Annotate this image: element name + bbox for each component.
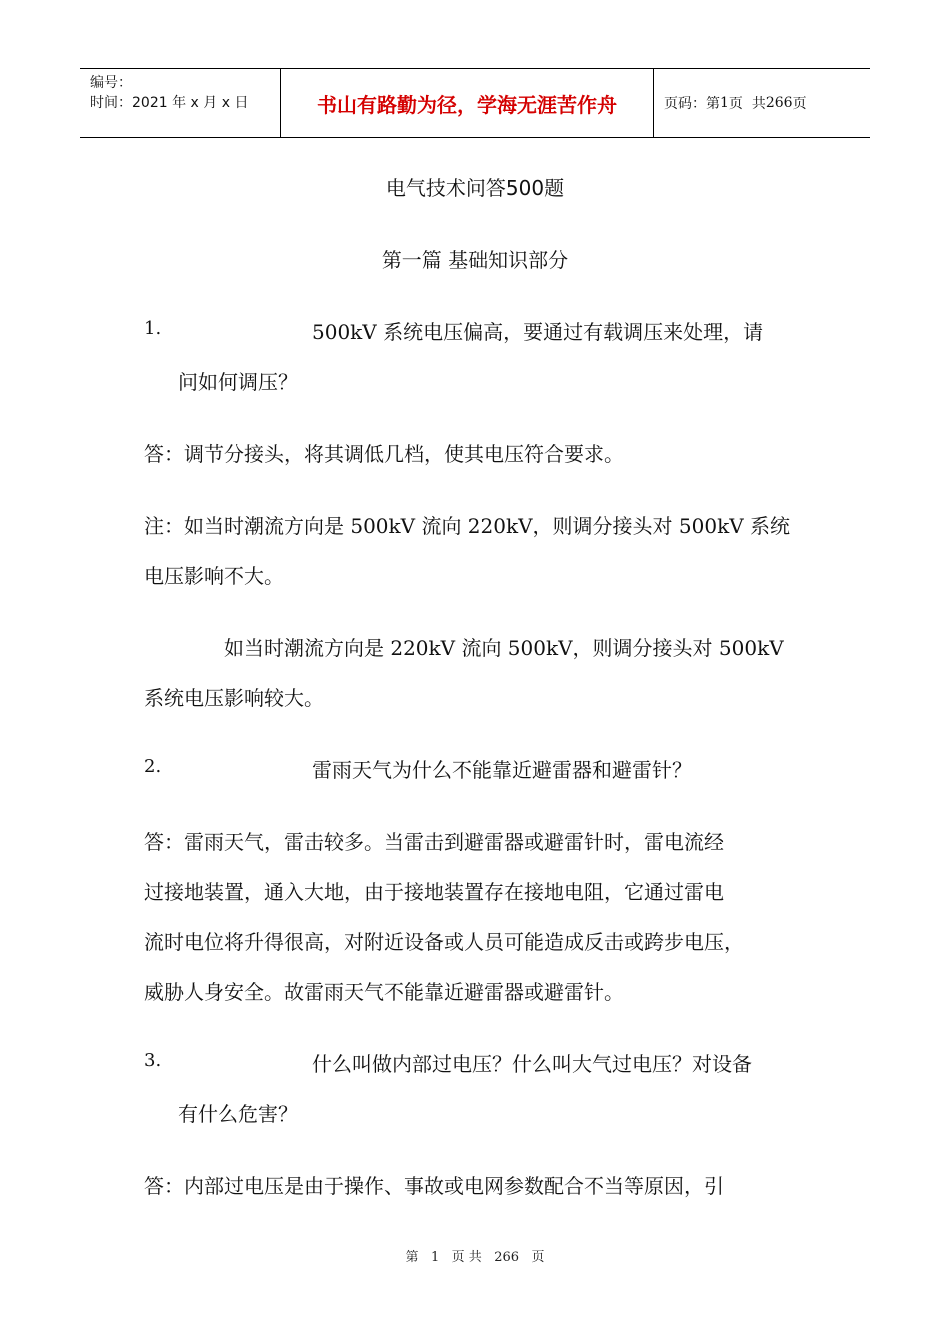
footer-prefix: 第 bbox=[405, 1250, 419, 1265]
answer-text: 过接地装置，通入大地，由于接地装置存在接地电阻，它通过雷电 bbox=[144, 880, 724, 904]
document-title: 电气技术问答500题 bbox=[385, 176, 565, 200]
page-prefix: 页码：第 bbox=[664, 96, 720, 112]
question-text: 有什么危害？ bbox=[178, 1102, 298, 1126]
header-motto: 书山有路勤为径，学海无涯苦作舟 bbox=[281, 69, 654, 137]
footer-mid: 页 共 bbox=[451, 1250, 482, 1265]
footer-current: 1 bbox=[430, 1250, 440, 1265]
answer-text: 威胁人身安全。故雷雨天气不能靠近避雷器或避雷针。 bbox=[144, 980, 624, 1004]
page-header bbox=[80, 68, 870, 138]
time-label: 时间：2021 年 x 月 x 日 bbox=[90, 95, 249, 111]
question-number: 3. bbox=[144, 1050, 162, 1071]
page-mid: 页 共 bbox=[728, 96, 766, 112]
footer-suffix: 页 bbox=[531, 1250, 545, 1265]
answer-text: 答：雷雨天气，雷击较多。当雷击到避雷器或避雷针时，雷电流经 bbox=[144, 830, 724, 854]
answer-text: 答：内部过电压是由于操作、事故或电网参数配合不当等原因，引 bbox=[144, 1174, 724, 1198]
answer-text: 流时电位将升得很高，对附近设备或人员可能造成反击或跨步电压， bbox=[144, 930, 744, 954]
answer-text: 答：调节分接头，将其调低几档，使其电压符合要求。 bbox=[144, 442, 624, 466]
question-text: 问如何调压？ bbox=[178, 370, 298, 394]
question-text: 什么叫做内部过电压？什么叫大气过电压？对设备 bbox=[312, 1052, 752, 1076]
page-suffix: 页 bbox=[792, 96, 807, 112]
serial-label: 编号： bbox=[90, 75, 132, 91]
header-meta bbox=[80, 69, 281, 137]
page-footer bbox=[0, 1246, 950, 1265]
footer-total: 266 bbox=[494, 1250, 520, 1265]
note-text: 注：如当时潮流方向是 500kV 流向 220kV，则调分接头对 500kV 系统 bbox=[144, 514, 790, 538]
page-current: 1 bbox=[720, 95, 729, 111]
question-number: 2. bbox=[144, 756, 162, 777]
question-text: 雷雨天气为什么不能靠近避雷器和避雷针？ bbox=[312, 758, 692, 782]
page-total: 266 bbox=[765, 95, 793, 111]
note-text: 系统电压影响较大。 bbox=[144, 686, 324, 710]
header-page-info bbox=[654, 69, 870, 137]
question-number: 1. bbox=[144, 318, 162, 339]
section-title: 第一篇 基础知识部分 bbox=[381, 248, 569, 272]
question-text: 500kV 系统电压偏高，要通过有载调压来处理，请 bbox=[312, 320, 764, 344]
note-text: 如当时潮流方向是 220kV 流向 500kV，则调分接头对 500kV bbox=[224, 636, 784, 660]
note-text: 电压影响不大。 bbox=[144, 564, 284, 588]
